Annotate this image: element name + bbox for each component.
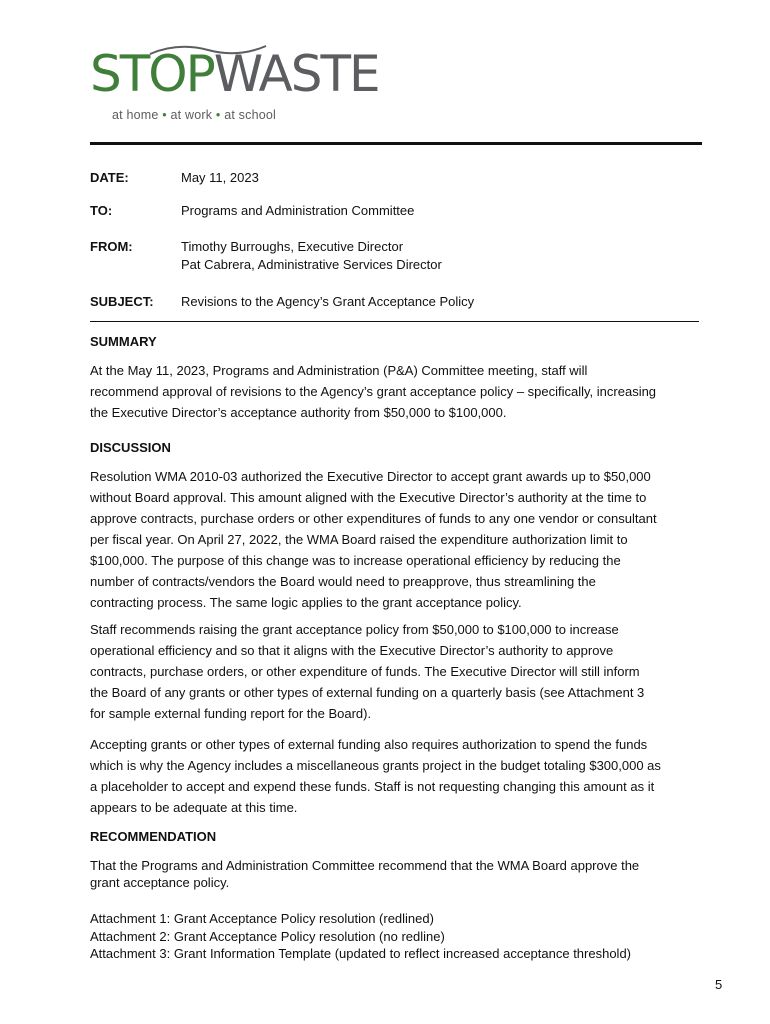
text-line: recommend approval of revisions to the Agency’s grant acceptance policy – specifically, increasing xyxy=(90,384,657,399)
text-line: operational efficiency and so that it aligns with the Executive Director’s authority to approve xyxy=(90,643,614,658)
text-line: without Board approval. This amount aligned with the Executive Director’s authority at the time to xyxy=(90,490,647,505)
to-label: TO: xyxy=(90,203,113,218)
subject-divider xyxy=(90,321,699,322)
text-line: At the May 11, 2023, Programs and Administration (P&A) Committee meeting, staff will xyxy=(90,363,588,378)
to-value: Programs and Administration Committee xyxy=(181,203,415,218)
discussion-paragraph-3 xyxy=(90,734,690,818)
text-line: which is why the Agency includes a miscellaneous grants project in the budget totaling $300,000 as xyxy=(90,758,661,773)
text-line: That the Programs and Administration Committee recommend that the WMA Board approve the xyxy=(90,858,640,873)
summary-heading: SUMMARY xyxy=(90,334,157,349)
recommendation-heading: RECOMMENDATION xyxy=(90,829,217,844)
text-line: per fiscal year. On April 27, 2022, the WMA Board raised the expenditure authorization limit to xyxy=(90,532,628,547)
text-line: approve contracts, purchase orders or other expenditures of funds to any one vendor or consultant xyxy=(90,511,657,526)
tagline-home: at home xyxy=(112,108,159,122)
discussion-paragraph-1 xyxy=(90,466,690,613)
logo-wordmark xyxy=(90,44,379,104)
tagline-work: at work xyxy=(170,108,213,122)
text-line: the Board of any grants or other types of external funding on a quarterly basis (see Attachment 3 xyxy=(90,685,645,700)
from-value-2: Pat Cabrera, Administrative Services Director xyxy=(181,257,442,272)
discussion-paragraph-2 xyxy=(90,619,690,724)
text-line: appears to be adequate at this time. xyxy=(90,800,298,815)
from-label: FROM: xyxy=(90,239,133,254)
tagline-school: at school xyxy=(224,108,277,122)
text-line: Staff recommends raising the grant acceptance policy from $50,000 to $100,000 to increase xyxy=(90,622,619,637)
text-line: Resolution WMA 2010-03 authorized the Executive Director to accept grant awards up to $50,000 xyxy=(90,469,651,484)
text-line: number of contracts/vendors the Board would need to preapprove, thus streamlining the xyxy=(90,574,596,589)
date-value: May 11, 2023 xyxy=(181,170,259,185)
text-line: $100,000. The purpose of this change was to increase operational efficiency by reducing the xyxy=(90,553,621,568)
text-line: contracts, purchase orders, or other expenditure of funds. The Executive Director will still inform xyxy=(90,664,640,679)
text-line: for sample external funding report for the Board). xyxy=(90,706,372,721)
recommendation-paragraph xyxy=(90,857,690,891)
text-line: the Executive Director’s acceptance authority from $50,000 to $100,000. xyxy=(90,405,507,420)
attachment-item: Attachment 1: Grant Acceptance Policy resolution (redlined) xyxy=(90,911,434,926)
text-line: grant acceptance policy. xyxy=(90,875,230,890)
text-line: contracting process. The same logic applies to the grant acceptance policy. xyxy=(90,595,522,610)
text-line: Accepting grants or other types of external funding also requires authorization to spend the funds xyxy=(90,737,648,752)
attachment-item: Attachment 2: Grant Acceptance Policy resolution (no redline) xyxy=(90,928,445,944)
subject-label: SUBJECT: xyxy=(90,294,154,309)
header-divider xyxy=(90,142,702,145)
summary-paragraph xyxy=(90,360,690,423)
logo-waste: WASTE xyxy=(213,45,379,103)
tagline-bullet: • xyxy=(215,108,221,122)
tagline-bullet: • xyxy=(162,108,167,122)
discussion-heading: DISCUSSION xyxy=(90,440,171,455)
from-value-1: Timothy Burroughs, Executive Director xyxy=(181,239,404,254)
logo-stop: STOP xyxy=(90,45,214,103)
stopwaste-logo xyxy=(90,44,379,126)
subject-value: Revisions to the Agency’s Grant Acceptance Policy xyxy=(181,294,475,309)
text-line: a placeholder to accept and expend these funds. Staff is not requesting changing this amount as it xyxy=(90,779,655,794)
attachment-item: Attachment 3: Grant Information Template (updated to reflect increased acceptance threshold) xyxy=(90,946,632,961)
logo-tagline xyxy=(112,108,276,122)
date-label: DATE: xyxy=(90,170,129,185)
page-number: 5 xyxy=(715,977,723,992)
attachments-list xyxy=(90,910,631,963)
